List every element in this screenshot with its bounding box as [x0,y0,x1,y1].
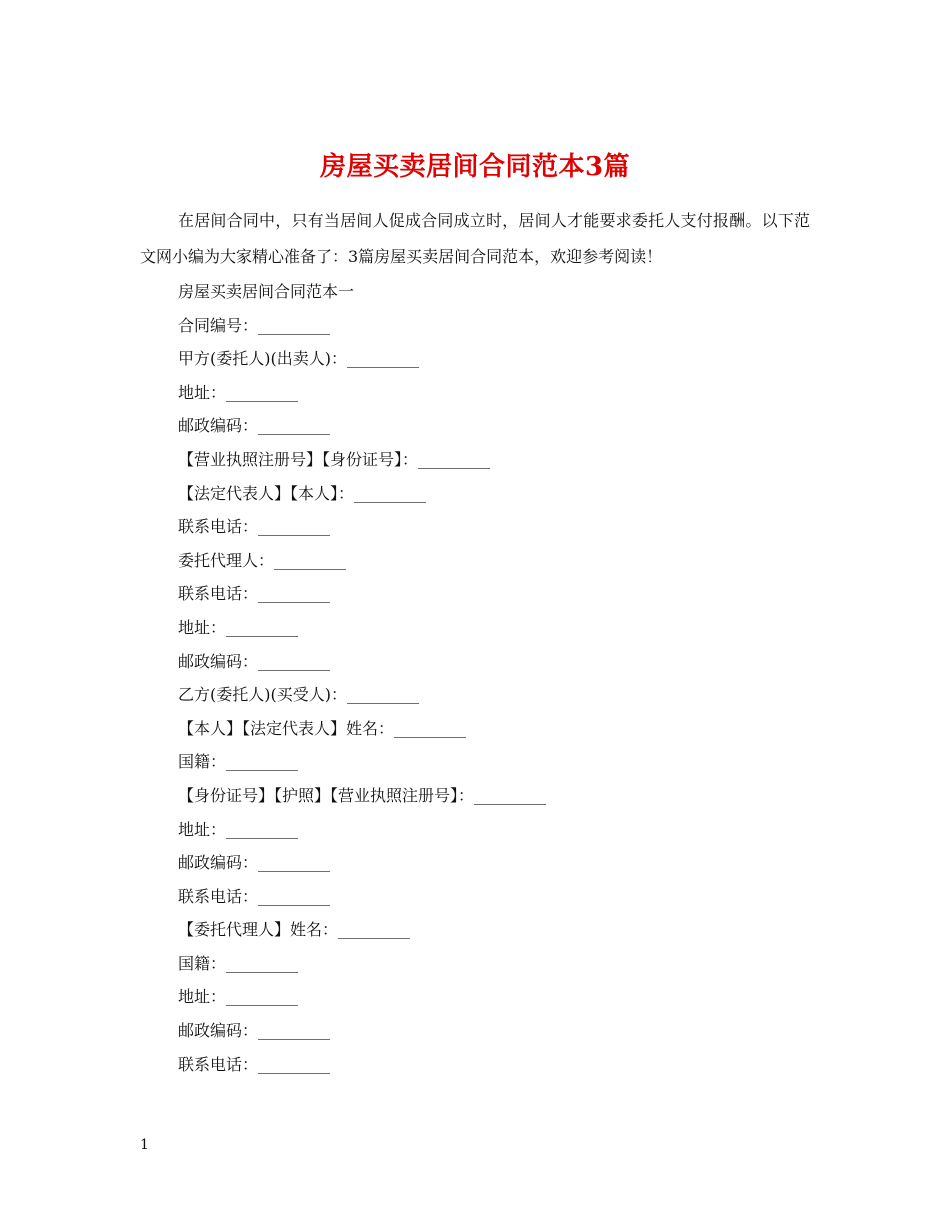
contract-line: 联系电话：_________ [178,517,331,537]
contract-line: 房屋买卖居间合同范本一 [178,282,355,301]
contract-line: 地址：_________ [178,819,299,839]
contract-line: 甲方(委托人)(出卖人)：_________ [178,349,419,369]
document-body [140,203,810,1081]
contract-line: 地址：_________ [178,617,299,637]
contract-line: 乙方(委托人)(买受人)：_________ [178,685,419,705]
contract-line: 联系电话：_________ [178,1054,331,1074]
intro-paragraph: 在居间合同中，只有当居间人促成合同成立时，居间人才能要求委托人支付报酬。以下范文网小编为大家精心准备了：3篇房屋买卖居间合同范本，欢迎参考阅读！ [140,211,810,266]
contract-line: 地址：_________ [178,987,299,1007]
contract-line: 【营业执照注册号】【身份证号】：_________ [178,449,491,469]
contract-line: 邮政编码：_________ [178,1021,331,1041]
contract-line: 国籍：_________ [178,752,299,772]
document-title: 房屋买卖居间合同范本3篇 [319,152,631,183]
contract-line: 邮政编码：_________ [178,651,331,671]
contract-line: 【本人】【法定代表人】姓名：_________ [178,718,467,738]
contract-line: 委托代理人：_________ [178,550,347,570]
contract-line: 联系电话：_________ [178,584,331,604]
contract-line: 联系电话：_________ [178,886,331,906]
contract-line: 邮政编码：_________ [178,853,331,873]
contract-line: 合同编号：_________ [178,315,331,335]
contract-line: 【委托代理人】姓名：_________ [178,920,411,940]
contract-line: 【法定代表人】【本人】：_________ [178,483,427,503]
contract-line: 地址：_________ [178,382,299,402]
contract-line: 【身份证号】【护照】【营业执照注册号】：_________ [178,785,547,805]
contract-line: 国籍：_________ [178,953,299,973]
page-number: 1 [140,1137,149,1153]
contract-line: 邮政编码：_________ [178,416,331,436]
contract-lines [140,275,810,1081]
